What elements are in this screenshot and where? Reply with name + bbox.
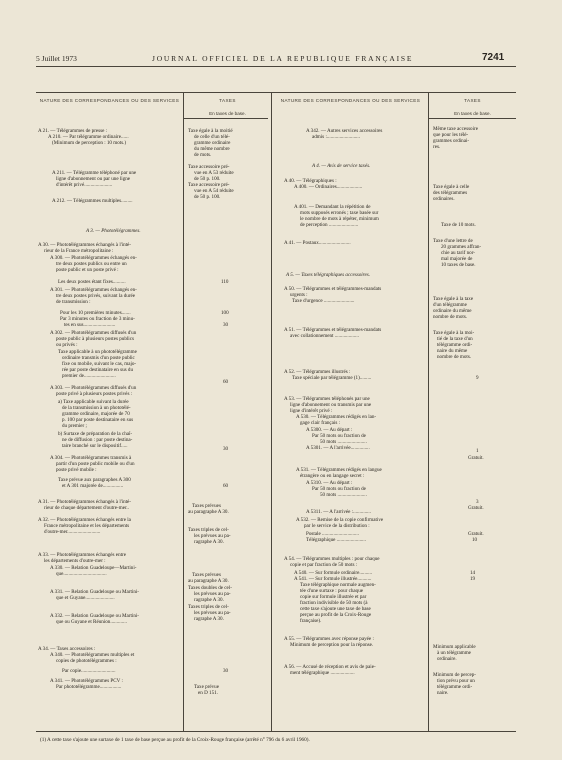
right-desc-line: Taxe d'urgence ........................ (292, 298, 355, 304)
subhead-rule-left (183, 118, 268, 119)
left-desc-line: A 330. — Relation Guadeloupe—Martini- (50, 565, 137, 571)
top-rule-thin (36, 92, 516, 93)
right-desc-line: A 40. — Télégraphiques : (284, 178, 337, 184)
right-tax-line: Gratuit. (468, 531, 484, 537)
right-tax-line: nombre de mots. (437, 354, 472, 360)
right-tax-line: Même taxe accessoire (433, 126, 478, 132)
right-desc-line: A 531. — Télégrammes rédigés en langue (296, 467, 382, 473)
column-head-nature-right: NATURE DES CORRESPONDANCES OU DES SERVICES (280, 98, 421, 103)
left-tax-line: du même nombre (194, 146, 230, 152)
left-desc-line: A 33. — Phototélégrammes échangés entre (38, 552, 126, 558)
left-desc-line: que ou Guyane et Réunion............. (56, 619, 127, 625)
left-tax-line: 60 (223, 483, 229, 489)
right-tax-line: d'un télégramme (433, 302, 467, 308)
right-desc-line: A 56. — Accusé de réception et avis de paie- (284, 664, 376, 670)
column-divider-center (271, 92, 272, 731)
right-desc-line: A 401. — Demandant la répétition de (294, 204, 371, 210)
right-tax-line: mal majorée de (441, 256, 473, 262)
right-desc-line: A 50. — Télégrammes et télégrammes-mandats (284, 286, 382, 292)
left-tax-line: les prévues au pa- (194, 610, 231, 616)
right-tax-line: ordinaire du même (433, 308, 472, 314)
right-desc-line: Taxe spéciale par télégramme (1)......... (292, 375, 372, 381)
right-desc-line: Postale ............................. (306, 531, 359, 537)
right-desc-line: A 55. — Télégrammes avec réponse payée : (284, 636, 374, 642)
right-desc-line: Minimum de perception pour la réponse. (290, 642, 374, 648)
left-desc-line: A 212. — Télégrammes multiples......... (52, 198, 133, 204)
page-number: 7241 (482, 52, 505, 63)
right-desc-line: Taxe télégraphique normale augmen- (300, 582, 376, 588)
left-desc-line: (Minimum de perception : 10 mots.) (52, 140, 127, 146)
right-tax-line: Taxe de 10 mots. (441, 222, 476, 228)
right-tax-line: 14 (470, 570, 476, 576)
right-tax-line: naire. (437, 690, 449, 696)
right-tax-line: tié de la taxe d'un (437, 336, 473, 342)
left-tax-line: de mots. (194, 152, 212, 158)
left-desc-line: A 31. — Phototélégrammes échangés à l'inté- (38, 499, 132, 505)
right-desc-line: Télégraphique ....................... (306, 537, 366, 543)
left-desc-line: a) Taxe applicable suivant la durée (58, 399, 129, 405)
left-desc-line: tre deux postes privés, suivant la durée (56, 293, 136, 299)
left-tax-line: ragraphe A 30. (194, 539, 224, 545)
left-desc-line: A 210. — Par télégramme ordinaire...... (48, 134, 129, 140)
left-tax-line: 30 (223, 668, 229, 674)
right-tax-line: télégramme ordi- (437, 684, 473, 690)
subhead-rule-right (428, 118, 516, 119)
right-desc-line: ment télégraphique ................... (290, 670, 355, 676)
right-tax-line: Gratuit. (468, 455, 484, 461)
footnote: (1) A cette taxe s'ajoute une surtaxe de 1 taxe de base perçue au profit de la Croix-Rouge française (arrêté n° 796 du 6 avril 1960). (40, 737, 310, 743)
left-tax-line: Taxe accessoire pré- (188, 164, 230, 170)
left-desc-line: les départements d'outre-mer : (44, 558, 106, 564)
left-tax-line: gramme ordinaire (194, 140, 231, 146)
left-desc-line: Taxe applicable à un phototélégramme (58, 349, 137, 355)
left-tax-line: au paragraphe A 30. (188, 509, 229, 515)
left-desc-line: A 341. — Phototélégrammes PCV : (50, 678, 123, 684)
left-desc-line: Les deux postes étant fixes.......... (58, 279, 126, 285)
left-desc-line: Pour les 10 premières minutes....... (60, 310, 131, 316)
right-tax-line: ordinaire. (437, 656, 457, 662)
right-desc-line: A 54. — Télégrammes multiples : pour chaque (284, 556, 380, 562)
right-tax-line: grammes ordinai- (433, 138, 470, 144)
right-tax-line: 20 grammes affran- (441, 244, 482, 250)
left-desc-line: tre deux postes publics ou entre un (56, 261, 127, 267)
right-desc-line: française). (300, 618, 322, 624)
right-tax-line: chie au tarif nor- (441, 250, 475, 256)
right-desc-line: A 51. — Télégrammes et télégrammes-mandats (284, 327, 382, 333)
left-desc-line: A 303. — Phototélégrammes diffusés d'un (50, 385, 137, 391)
right-tax-line: 19 (470, 576, 476, 582)
right-tax-line: à un télégramme (437, 650, 471, 656)
left-tax-line: de 50 p. 100. (194, 176, 221, 182)
right-desc-line: de perception ....................... (300, 222, 359, 228)
left-desc-line: rée par poste destinataire en sus du (62, 367, 134, 373)
right-desc-line: gage clair français : (300, 420, 341, 426)
left-desc-line: ou privés : (56, 342, 78, 348)
right-desc-line: A 52. — Télégrammes illustrés : (284, 369, 351, 375)
left-desc-line: du premier ; (62, 423, 87, 429)
right-desc-line: A 5300. — Au départ : (306, 427, 353, 433)
left-desc-line: que.................................. (56, 571, 107, 577)
column-divider-3 (428, 92, 429, 731)
left-tax-line: 30 (223, 322, 229, 328)
right-tax-line: 10 taxes de base. (441, 262, 476, 268)
right-tax-line: nombre de mots. (433, 314, 468, 320)
right-desc-line: 50 mots ....................... (320, 439, 367, 445)
right-desc-line: copie et par fraction de 50 mots : (290, 562, 358, 568)
right-tax-line: Minimum de percep- (433, 672, 477, 678)
left-desc-line: A 21. — Télégrammes de presse : (38, 128, 108, 134)
right-desc-line: A 530. — Télégrammes rédigés en lan- (296, 414, 377, 420)
left-desc-line: rieur de la France métropolitaine : (44, 248, 114, 254)
right-desc-line: admis :.......................... (312, 134, 360, 140)
right-tax-line: naire du même (437, 348, 468, 354)
left-desc-line: p. 100 par poste destinataire en sus (62, 417, 134, 423)
right-desc-line: par le service de la distribution : (304, 523, 370, 529)
right-desc-line: Par 50 mots ou fraction de (312, 486, 366, 492)
left-tax-line: Taxes prévues (192, 572, 221, 578)
left-tax-line: ragraphe A 30. (194, 616, 224, 622)
right-desc-line: A 53. — Télégrammes téléphonés par une (284, 396, 370, 402)
left-tax-line: Taxes doubles de cel- (188, 585, 232, 591)
right-desc-line: fraction indivisible de 50 mots (à (300, 600, 368, 606)
left-desc-line: partir d'un poste public mobile ou d'un (56, 461, 135, 467)
left-tax-line: 100 (221, 310, 229, 316)
left-desc-line: tes en sus......................... (64, 322, 116, 328)
left-desc-line: A 332. — Relation Guadeloupe ou Martini- (50, 613, 139, 619)
right-tax-line: 9 (476, 375, 479, 381)
left-tax-line: Taxes prévues (192, 503, 221, 509)
right-tax-line: Taxe égale à la taxe (433, 296, 474, 302)
right-desc-line: A 541. — Sur formule illustrée........... (294, 576, 372, 582)
left-desc-line: d'intérêt privé...................... (56, 182, 113, 188)
left-desc-line: A 304. — Phototélégrammes transmis à (50, 455, 132, 461)
right-desc-line: A 342. — Autres services accessoires (306, 128, 383, 134)
left-tax-line: 110 (221, 279, 229, 285)
left-desc-line: taire branché sur le dispositif..... (62, 443, 128, 449)
right-tax-line: Taxe égale à celle (433, 184, 470, 190)
left-desc-line: ordinaire transmis d'un poste public (62, 355, 135, 361)
left-desc-line: Par phototélégramme................. (56, 684, 122, 690)
left-desc-line: ligne d'abonnement ou par une ligne (56, 176, 131, 182)
left-desc-line: Par 3 minutes ou fraction de 3 minu- (60, 316, 135, 322)
column-head-taxes-left: TAXES (219, 98, 236, 103)
column-head-nature-left: NATURE DES CORRESPONDANCES OU DES SERVICES (39, 98, 180, 103)
left-desc-line: A 331. — Relation Guadeloupe ou Martini- (50, 589, 139, 595)
left-tax-line: vue en A 53 réduite (194, 170, 234, 176)
right-desc-line: A 5. — Taxes télégraphiques accessoires. (286, 272, 370, 278)
bottom-rule (36, 731, 516, 732)
left-desc-line: ne de diffusion : par poste destina- (62, 437, 133, 443)
left-tax-line: Taxe prévue (194, 684, 219, 690)
top-rule (36, 66, 516, 67)
left-desc-line: A 32. — Phototélégrammes échangés entre la (38, 517, 131, 523)
left-desc-line: A 340. — Phototélégrammes multiples et (50, 652, 135, 658)
right-desc-line: A 5310. — Au départ : (306, 480, 353, 486)
left-desc-line: de transmission : (56, 299, 91, 305)
left-tax-line: de celle d'un télé- (194, 134, 230, 140)
left-desc-line: Par copie........................... (62, 668, 116, 674)
left-tax-line: au paragraphe A 30. (188, 578, 229, 584)
right-desc-line: copie sur formule illustrée et par (300, 594, 367, 600)
right-desc-line: tée d'une surtaxe : pour chaque (300, 588, 364, 594)
left-tax-line: vue en A 54 réduite (194, 188, 234, 194)
left-tax-line: de 50 p. 100. (194, 194, 221, 200)
left-desc-line: A 3. — Phototélégrammes. (86, 228, 141, 234)
right-desc-line: A 41. — Postaux......................... (284, 240, 351, 246)
right-tax-line: 3 (476, 499, 479, 505)
right-desc-line: ligne d'intérêt privé : (290, 408, 333, 414)
right-tax-line: télégramme ordi- (437, 342, 473, 348)
header-title: JOURNAL OFFICIEL DE LA REPUBLIQUE FRANÇAISE (152, 54, 414, 63)
right-desc-line: perçue au profit de la Croix-Rouge (300, 612, 372, 618)
left-tax-line: les prévues au pa- (194, 591, 231, 597)
right-desc-line: A 400. — Ordinaires.................... (294, 184, 363, 190)
right-desc-line: A 4. — Avis de service taxés. (312, 163, 371, 169)
left-tax-line: 30 (223, 446, 229, 452)
header-date: 5 Juillet 1973 (36, 54, 77, 63)
right-desc-line: avec collationnement ................... (290, 333, 359, 339)
left-desc-line: b) Surtaxe de préparation de la chaî- (58, 431, 133, 437)
left-desc-line: Taxe prévue aux paragraphes A 300 (58, 477, 131, 483)
column-divider-1 (183, 92, 184, 731)
left-desc-line: poste privé mobile : (56, 467, 97, 473)
left-desc-line: A 211. — Télégramme téléphoné par une (52, 170, 137, 176)
left-desc-line: que et Guyane....................... (56, 595, 115, 601)
right-tax-line: Taxe égale à la moi- (433, 330, 475, 336)
left-desc-line: de la transmission à un phototélé- (62, 405, 131, 411)
left-desc-line: et A 301 majorée de................ (62, 483, 124, 489)
right-desc-line: Par 50 mots ou fraction de (312, 433, 366, 439)
left-desc-line: A 300. — Phototélégrammes échangés en- (50, 255, 137, 261)
column-subhead-right: En taxes de base. (454, 111, 491, 116)
column-head-taxes-right: TAXES (464, 98, 481, 103)
left-tax-line: Taxes triples de cel- (188, 604, 229, 610)
left-desc-line: premier de......................... (62, 373, 116, 379)
left-desc-line: France métropolitaine et les départements (44, 523, 130, 529)
right-desc-line: A 532. — Remise de la copie confirmative (296, 517, 384, 523)
left-desc-line: poste public à plusieurs postes publics (56, 336, 134, 342)
right-desc-line: A 5301. — A l'arrivée............... (306, 445, 370, 451)
right-tax-line: ordinaires. (433, 196, 455, 202)
right-desc-line: A 540. — Sur formule ordinaire.......... (294, 570, 373, 576)
left-desc-line: copies de phototélégrammes : (56, 658, 117, 664)
left-desc-line: rieur de chaque département d'outre-mer.. (44, 505, 129, 511)
left-desc-line: A 301. — Phototélégrammes échangés en- (50, 287, 137, 293)
right-tax-line: 1 (476, 448, 479, 454)
left-tax-line: Taxes triples de cel- (188, 527, 229, 533)
right-desc-line: mots supposés erronés ; taxe basée sur (300, 210, 379, 216)
right-desc-line: A 5311. — A l'arrivée :.............. (306, 509, 371, 515)
right-tax-line: que pour les télé- (433, 132, 469, 138)
right-tax-line: Minimum applicable (433, 644, 476, 650)
right-desc-line: étrangère ou en langage secret : (300, 473, 365, 479)
right-tax-line: tion prévu pour un (437, 678, 475, 684)
left-desc-line: fixe ou mobile, suivant le cas, majo- (62, 361, 137, 367)
left-tax-line: Taxe égale à la moitié (188, 128, 233, 134)
right-tax-line: Gratuit. (468, 505, 484, 511)
right-desc-line: 50 mots ....................... (320, 492, 367, 498)
right-desc-line: cette taxe s'ajoute une taxe de base (300, 606, 371, 612)
left-desc-line: gramme ordinaire, majorée de 70 (62, 411, 130, 417)
right-tax-line: Taxe d'une lettre de (433, 238, 473, 244)
left-tax-line: les prévues au pa- (194, 533, 231, 539)
left-desc-line: A 302. — Phototélégrammes diffusés d'un (50, 330, 137, 336)
right-tax-line: des télégrammes (433, 190, 468, 196)
left-tax-line: Taxe accessoire pré- (188, 182, 230, 188)
right-desc-line: le nombre de mots à répéter, minimum (300, 216, 379, 222)
right-tax-line: res. (433, 144, 441, 150)
right-tax-line: 10 (472, 537, 478, 543)
left-tax-line: ragraphe A 30. (194, 597, 224, 603)
column-subhead-left: En taxes de base. (209, 111, 246, 116)
left-desc-line: poste public et un poste privé : (56, 267, 119, 273)
left-tax-line: en D 151. (198, 690, 218, 696)
left-desc-line: d'outre-mer.......................... (44, 529, 101, 535)
left-desc-line: A 30. — Phototélégrammes échangés à l'inté- (38, 242, 132, 248)
right-desc-line: urgents : (290, 292, 308, 298)
right-desc-line: ligne d'abonnement ou transmis par une (290, 402, 372, 408)
left-desc-line: A 34. — Taxes accessoires : (38, 646, 96, 652)
left-desc-line: poste privé à plusieurs postes privés : (56, 391, 133, 397)
left-tax-line: 60 (223, 379, 229, 385)
